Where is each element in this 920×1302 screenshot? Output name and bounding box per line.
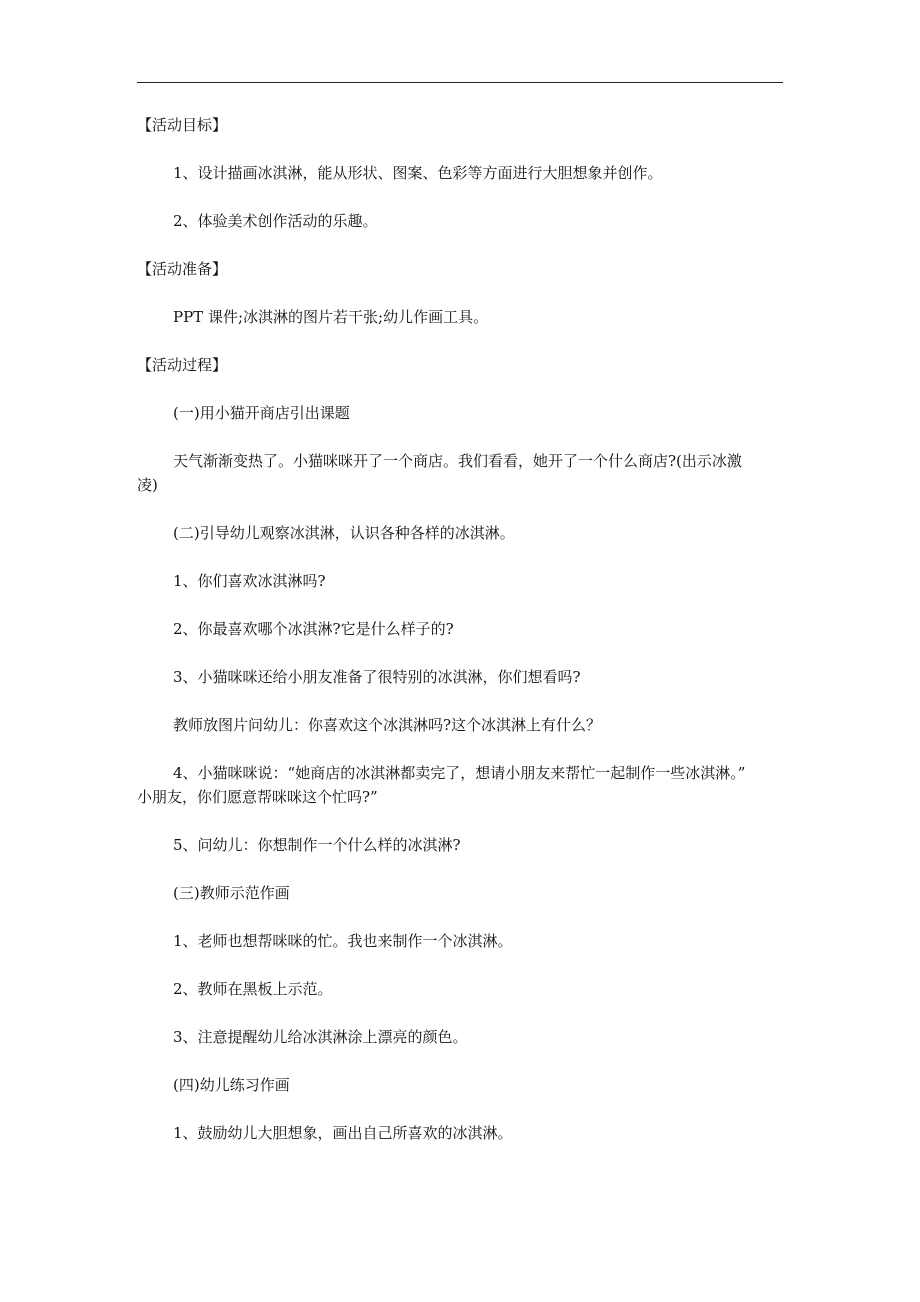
paragraph: 5、问幼儿：你想制作一个什么样的冰淇淋? bbox=[173, 836, 461, 854]
section-heading-goals: 【活动目标】 bbox=[137, 116, 228, 134]
paragraph: PPT 课件;冰淇淋的图片若干张;幼儿作画工具。 bbox=[173, 308, 489, 326]
paragraph-continuation: 小朋友，你们愿意帮咪咪这个忙吗?” bbox=[137, 788, 378, 806]
paragraph: 天气渐渐变热了。小猫咪咪开了一个商店。我们看看，她开了一个什么商店?(出示冰激 bbox=[173, 452, 742, 470]
subsection-heading: (三)教师示范作画 bbox=[173, 884, 290, 902]
header-rule bbox=[137, 82, 783, 83]
paragraph: 教师放图片问幼儿：你喜欢这个冰淇淋吗?这个冰淇淋上有什么？ bbox=[173, 716, 602, 734]
paragraph: 1、鼓励幼儿大胆想象，画出自己所喜欢的冰淇淋。 bbox=[173, 1124, 513, 1142]
paragraph: 3、注意提醒幼儿给冰淇淋涂上漂亮的颜色。 bbox=[173, 1028, 468, 1046]
paragraph: 1、你们喜欢冰淇淋吗? bbox=[173, 572, 326, 590]
paragraph: 2、教师在黑板上示范。 bbox=[173, 980, 333, 998]
paragraph-continuation: 凌) bbox=[137, 476, 158, 494]
paragraph: 1、老师也想帮咪咪的忙。我也来制作一个冰淇淋。 bbox=[173, 932, 513, 950]
subsection-heading: (一)用小猫开商店引出课题 bbox=[173, 404, 350, 422]
section-heading-process: 【活动过程】 bbox=[137, 356, 228, 374]
paragraph: 1、设计描画冰淇淋，能从形状、图案、色彩等方面进行大胆想象并创作。 bbox=[173, 164, 663, 182]
section-heading-preparation: 【活动准备】 bbox=[137, 260, 228, 278]
subsection-heading: (二)引导幼儿观察冰淇淋，认识各种各样的冰淇淋。 bbox=[173, 524, 515, 542]
paragraph: 2、体验美术创作活动的乐趣。 bbox=[173, 212, 378, 230]
subsection-heading: (四)幼儿练习作画 bbox=[173, 1076, 290, 1094]
paragraph: 3、小猫咪咪还给小朋友准备了很特别的冰淇淋，你们想看吗? bbox=[173, 668, 581, 686]
paragraph: 2、你最喜欢哪个冰淇淋?它是什么样子的? bbox=[173, 620, 454, 638]
paragraph: 4、小猫咪咪说：“她商店的冰淇淋都卖完了，想请小朋友来帮忙一起制作一些冰淇淋。” bbox=[173, 764, 746, 782]
